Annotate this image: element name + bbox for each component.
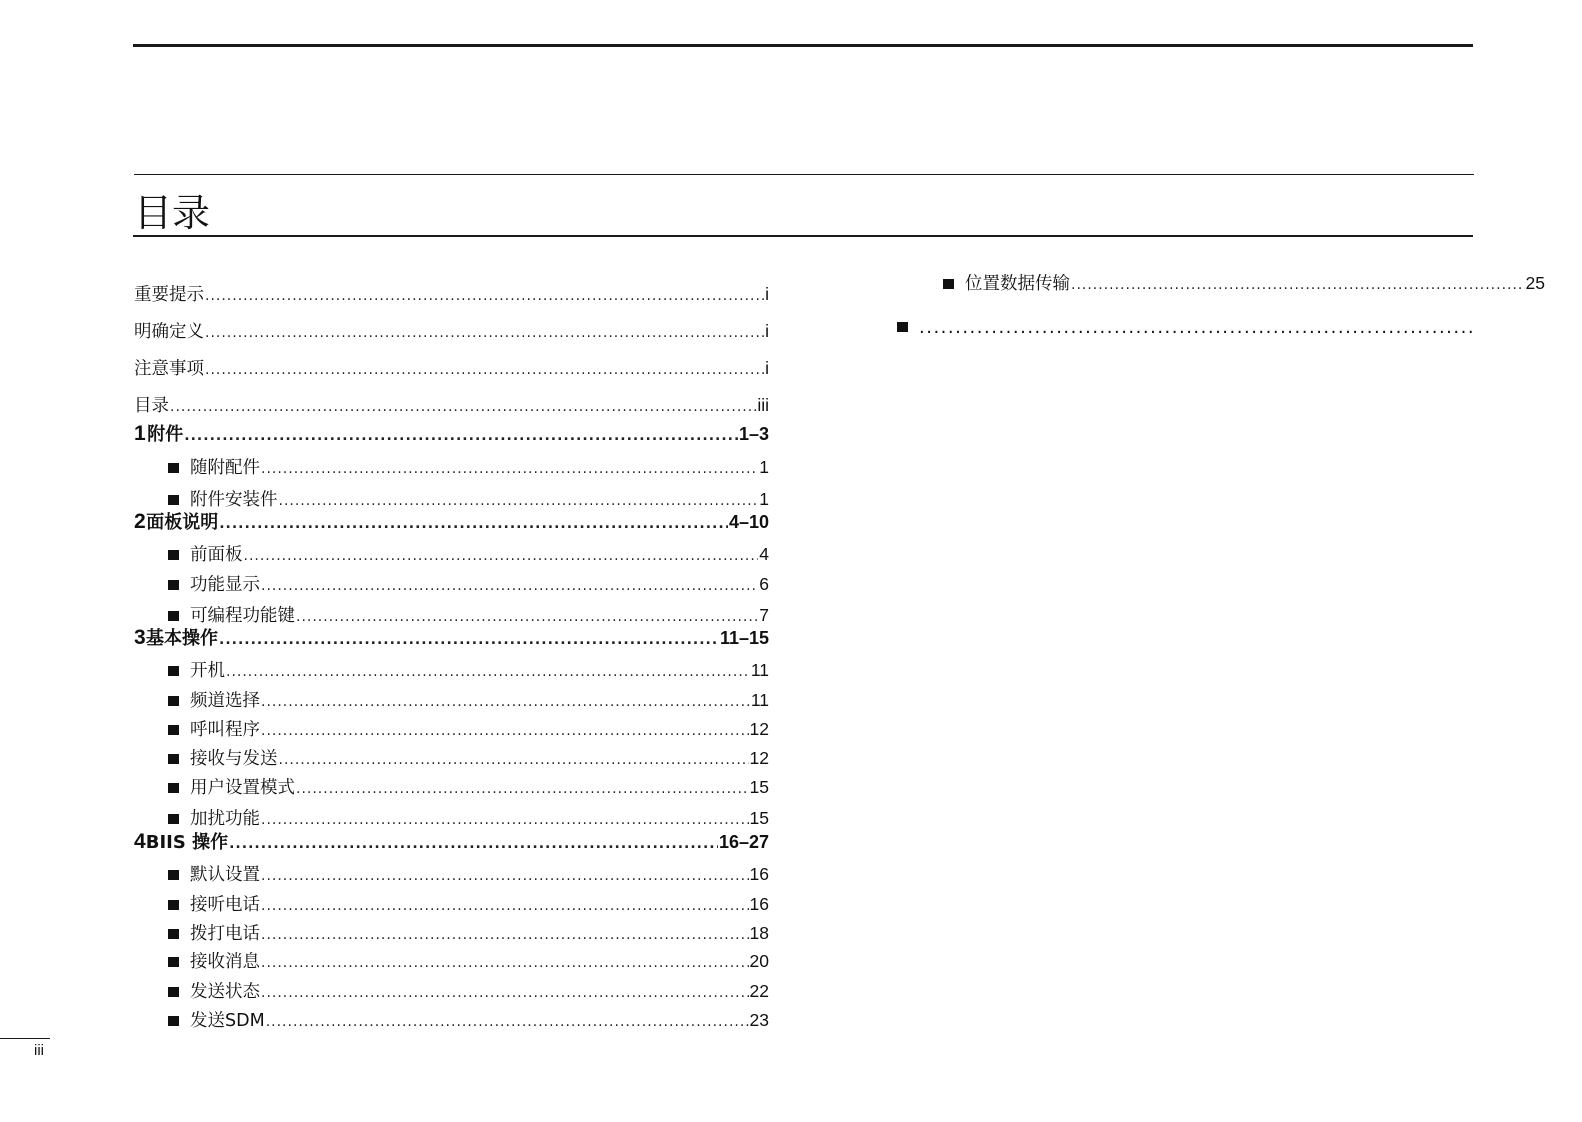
toc-entry[interactable]	[168, 604, 769, 628]
square-bullet-icon	[168, 814, 179, 824]
toc-page-number: 4–10	[728, 512, 769, 532]
page-title: 目录	[134, 191, 211, 235]
toc-page-number: 1–3	[738, 424, 769, 444]
toc-entry-label: 发送SDM	[190, 1011, 265, 1031]
chapter-number: 1	[134, 422, 146, 445]
toc-entry[interactable]	[168, 863, 769, 887]
toc-page-number: 11–15	[719, 628, 769, 648]
toc-page-number: 15	[749, 808, 769, 828]
page-number: iii	[34, 1042, 44, 1059]
square-bullet-icon	[168, 783, 179, 793]
toc-entry[interactable]	[134, 320, 769, 344]
toc-entry-label: 功能显示	[190, 575, 260, 595]
toc-entry-label: 默认设置	[190, 865, 260, 885]
square-bullet-icon	[168, 696, 179, 706]
dot-leader	[296, 778, 749, 800]
toc-entry-label: 接收与发送	[190, 749, 278, 769]
chapter-number: 4	[134, 830, 146, 853]
toc-entry[interactable]	[168, 456, 769, 480]
dot-leader	[279, 490, 759, 512]
toc-entry-label: 注意事项	[134, 359, 204, 379]
toc-entry-label: 用户设置模式	[190, 778, 295, 798]
dot-leader	[261, 952, 749, 974]
empty-toc-entry	[897, 313, 1477, 341]
toc-page-number: 23	[749, 1010, 769, 1030]
toc-page-number: 6	[759, 574, 769, 594]
toc-entry-label: 重要提示	[134, 285, 204, 305]
toc-entry-label: 明确定义	[134, 322, 204, 342]
toc-chapter-entry[interactable]	[134, 423, 769, 447]
toc-page-number: 12	[749, 719, 769, 739]
toc-entry-label: 开机	[190, 661, 225, 681]
square-bullet-icon	[168, 666, 179, 676]
square-bullet-icon	[168, 495, 179, 505]
toc-page-number: i	[765, 321, 769, 341]
dot-leader	[229, 833, 718, 855]
square-bullet-icon	[168, 987, 179, 997]
toc-entry-label: 附件安装件	[190, 490, 278, 510]
toc-page-number: 11	[750, 660, 769, 680]
square-bullet-icon	[168, 550, 179, 560]
toc-entry[interactable]	[168, 659, 769, 683]
toc-entry[interactable]	[134, 394, 769, 418]
toc-page-number: 15	[749, 777, 769, 797]
toc-entry-label: 面板说明	[146, 512, 219, 533]
toc-entry-label: 频道选择	[190, 691, 260, 711]
dot-leader	[219, 513, 728, 535]
toc-entry[interactable]	[168, 1009, 769, 1033]
square-bullet-icon	[168, 870, 179, 880]
dot-leader	[1071, 274, 1525, 296]
dot-leader	[296, 606, 758, 628]
toc-page-number: 12	[749, 748, 769, 768]
toc-entry-label: BIIS 操作	[145, 832, 229, 853]
dot-leader	[261, 458, 758, 480]
dot-leader	[205, 322, 764, 344]
toc-entry-label: 基本操作	[146, 628, 219, 649]
toc-page-number: 7	[759, 605, 769, 625]
dot-leader	[205, 285, 764, 307]
dot-leader	[261, 720, 749, 742]
toc-page-number: 1	[759, 457, 769, 477]
toc-entry[interactable]	[168, 950, 769, 974]
dot-leader	[279, 749, 749, 771]
toc-chapter-entry[interactable]	[134, 511, 769, 535]
toc-entry[interactable]	[134, 283, 769, 307]
dot-leader	[261, 895, 749, 917]
title-top-rule	[134, 174, 1474, 175]
dot-leader	[184, 425, 738, 447]
dot-leader	[226, 661, 750, 683]
toc-entry[interactable]	[168, 893, 769, 917]
square-bullet-icon	[168, 580, 179, 590]
toc-entry[interactable]	[168, 922, 769, 946]
toc-entry-label: 接收消息	[190, 952, 260, 972]
toc-page-number: 11	[750, 690, 769, 710]
toc-page-number: 20	[749, 951, 769, 971]
chapter-number: 3	[134, 626, 146, 649]
toc-entry-label: 拨打电话	[190, 924, 260, 944]
toc-entry-label: 前面板	[190, 545, 243, 565]
square-bullet-icon	[168, 754, 179, 764]
dot-leader	[261, 865, 749, 887]
toc-page-number: i	[765, 358, 769, 378]
dot-leader	[261, 809, 749, 831]
dot-leader	[919, 317, 1477, 338]
toc-page-number: 22	[749, 981, 769, 1001]
toc-entry[interactable]	[168, 776, 769, 800]
footer-rule	[0, 1038, 50, 1039]
square-bullet-icon	[168, 725, 179, 735]
square-bullet-icon	[168, 463, 179, 473]
square-bullet-icon	[168, 611, 179, 621]
toc-page-number: iii	[757, 395, 769, 415]
toc-entry-label: 位置数据传输	[965, 274, 1070, 294]
toc-entry[interactable]	[168, 747, 769, 771]
title-bottom-rule	[133, 235, 1473, 237]
toc-entry[interactable]	[168, 980, 769, 1004]
square-bullet-icon	[168, 1016, 179, 1026]
dot-leader	[170, 396, 756, 418]
toc-chapter-entry[interactable]	[134, 627, 769, 651]
toc-entry-label: 接听电话	[190, 895, 260, 915]
toc-entry[interactable]	[168, 807, 769, 831]
toc-entry-label: 目录	[134, 396, 169, 416]
toc-entry-label: 呼叫程序	[190, 720, 260, 740]
square-bullet-icon	[943, 279, 954, 289]
toc-entry-label: 加扰功能	[190, 809, 260, 829]
toc-page-number: 4	[759, 544, 769, 564]
square-bullet-icon	[897, 322, 908, 332]
toc-chapter-entry[interactable]	[134, 831, 769, 855]
dot-leader	[261, 982, 749, 1004]
square-bullet-icon	[168, 957, 179, 967]
toc-entry[interactable]	[168, 488, 769, 512]
toc-entry[interactable]	[943, 272, 1545, 296]
dot-leader	[244, 545, 759, 567]
square-bullet-icon	[168, 929, 179, 939]
toc-entry-label: 可编程功能键	[190, 606, 295, 626]
dot-leader	[261, 924, 749, 946]
toc-entry[interactable]	[168, 718, 769, 742]
toc-page-number: 16–27	[718, 832, 769, 852]
dot-leader	[261, 575, 758, 597]
toc-page-number: 18	[749, 923, 769, 943]
toc-page-number: i	[765, 284, 769, 304]
toc-entry[interactable]	[168, 689, 769, 713]
toc-entry-label: 随附配件	[190, 458, 260, 478]
toc-page-number: 25	[1525, 273, 1545, 293]
dot-leader	[261, 691, 750, 713]
toc-page-number: 16	[749, 894, 769, 914]
toc-entry-label: 附件	[147, 424, 184, 445]
dot-leader	[205, 359, 764, 381]
top-rule	[133, 44, 1473, 47]
toc-entry-label: 发送状态	[190, 982, 260, 1002]
chapter-number: 2	[134, 510, 146, 533]
dot-leader	[219, 629, 719, 651]
square-bullet-icon	[168, 900, 179, 910]
toc-entry[interactable]	[134, 357, 769, 381]
toc-page-number: 16	[749, 864, 769, 884]
dot-leader	[266, 1011, 749, 1033]
toc-entry[interactable]	[168, 573, 769, 597]
toc-page-number: 1	[759, 489, 769, 509]
toc-entry[interactable]	[168, 543, 769, 567]
